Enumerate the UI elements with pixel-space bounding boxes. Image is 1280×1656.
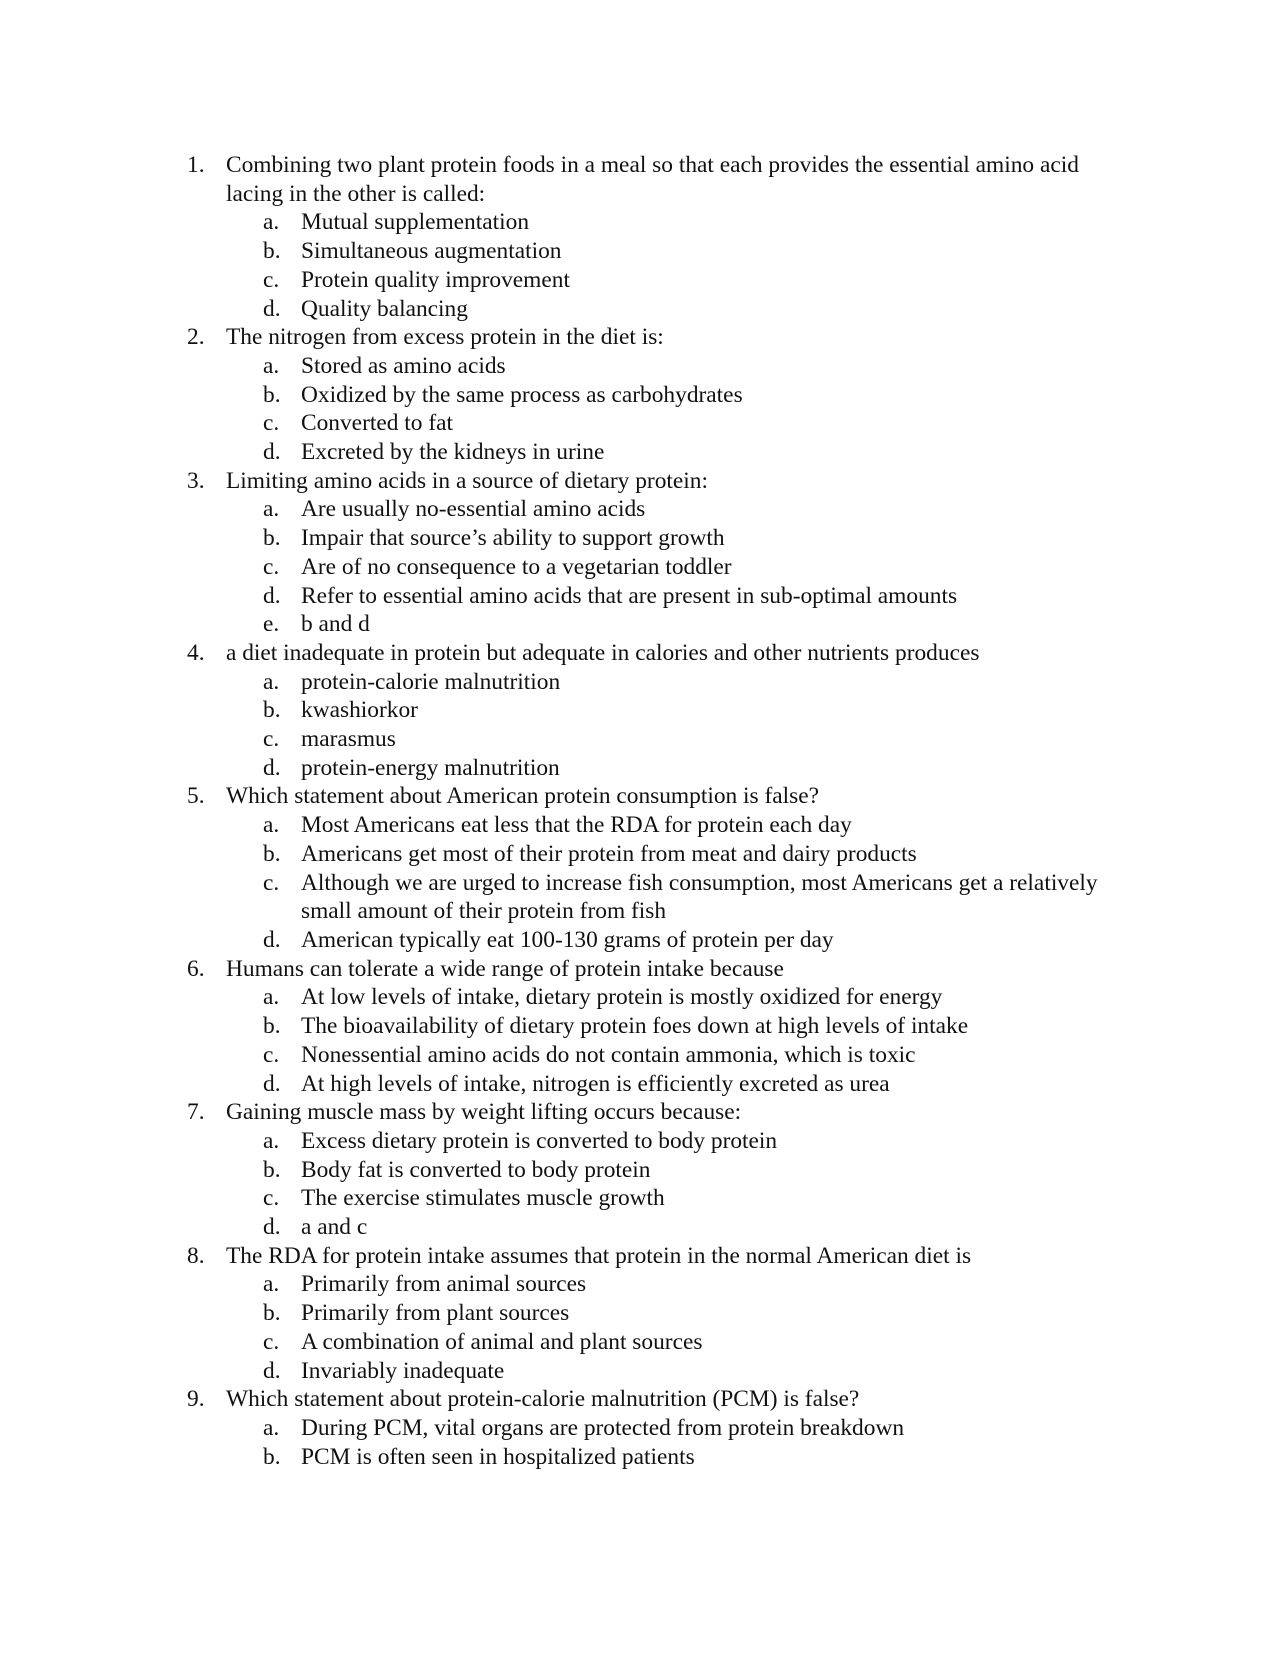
question-number: 4. — [187, 639, 205, 666]
option-letter: a. — [263, 1127, 280, 1154]
question-number: 2. — [187, 324, 205, 351]
option-letter: a. — [263, 352, 280, 379]
answer-option — [226, 553, 1100, 582]
option-letter: c. — [263, 1328, 280, 1355]
answer-option — [226, 1328, 1100, 1357]
option-letter: a. — [263, 984, 280, 1011]
answer-option — [226, 983, 1100, 1012]
answer-option — [226, 696, 1100, 725]
option-letter: b. — [263, 1443, 281, 1470]
question-8 — [0, 1242, 1280, 1386]
option-text: Oxidized by the same process as carbohydrates — [301, 381, 743, 408]
option-letter: c. — [263, 869, 280, 896]
answer-option — [226, 381, 1100, 410]
option-text: A combination of animal and plant sources — [301, 1328, 703, 1355]
option-text: American typically eat 100-130 grams of protein per day — [301, 926, 834, 953]
answer-option — [226, 811, 1100, 840]
answer-options — [226, 983, 1100, 1098]
answer-option — [226, 524, 1100, 553]
question-text: Gaining muscle mass by weight lifting occurs because: — [226, 1099, 742, 1126]
answer-option — [226, 352, 1100, 381]
question-number: 6. — [187, 955, 205, 982]
answer-option — [226, 1070, 1100, 1099]
option-letter: d. — [263, 754, 281, 781]
option-text: Excreted by the kidneys in urine — [301, 439, 605, 466]
question-text: Which statement about American protein consumption is false? — [226, 783, 820, 810]
option-text: marasmus — [301, 726, 396, 753]
option-text: Simultaneous augmentation — [301, 238, 562, 265]
option-text: protein-energy malnutrition — [301, 754, 560, 781]
answer-options — [226, 495, 1100, 639]
option-text: Invariably inadequate — [301, 1357, 505, 1384]
answer-option — [226, 840, 1100, 869]
question-5 — [0, 782, 1280, 954]
option-letter: a. — [263, 496, 280, 523]
option-text: Are usually no-essential amino acids — [301, 496, 646, 523]
question-number: 9. — [187, 1386, 205, 1413]
answer-option — [226, 1041, 1100, 1070]
question-list — [0, 151, 1280, 1471]
answer-option — [226, 668, 1100, 697]
option-text: During PCM, vital organs are protected from protein breakdown — [301, 1414, 905, 1441]
question-6 — [0, 955, 1280, 1099]
option-text: kwashiorkor — [301, 697, 418, 724]
question-1 — [0, 151, 1280, 323]
option-text: Quality balancing — [301, 295, 468, 322]
option-text: The exercise stimulates muscle growth — [301, 1185, 665, 1212]
question-text: The RDA for protein intake assumes that protein in the normal American diet is — [226, 1242, 972, 1269]
option-letter: b. — [263, 525, 281, 552]
answer-option — [226, 610, 1100, 639]
answer-option — [226, 1414, 1100, 1443]
option-letter: a. — [263, 1271, 280, 1298]
question-3 — [0, 467, 1280, 639]
option-text: Mutual supplementation — [301, 209, 530, 236]
answer-options — [226, 1414, 1100, 1471]
option-text: Impair that source’s ability to support growth — [301, 525, 725, 552]
option-letter: e. — [263, 611, 280, 638]
option-text: Nonessential amino acids do not contain ammonia, which is toxic — [301, 1041, 916, 1068]
option-letter: c. — [263, 266, 280, 293]
option-text: Body fat is converted to body protein — [301, 1156, 651, 1183]
question-number: 8. — [187, 1242, 205, 1269]
answer-option — [226, 1184, 1100, 1213]
option-letter: a. — [263, 1414, 280, 1441]
option-letter: c. — [263, 1185, 280, 1212]
answer-option — [226, 495, 1100, 524]
question-text: Combining two plant protein foods in a meal so that each provides the essential amino acid lacing in the other is called: — [226, 152, 1079, 207]
option-letter: b. — [263, 697, 281, 724]
option-letter: d. — [263, 582, 281, 609]
option-text: Stored as amino acids — [301, 352, 506, 379]
option-letter: a. — [263, 668, 280, 695]
answer-option — [226, 725, 1100, 754]
answer-option — [226, 208, 1100, 237]
option-letter: b. — [263, 381, 281, 408]
answer-option — [226, 1357, 1100, 1386]
answer-option — [226, 582, 1100, 611]
option-text: Primarily from plant sources — [301, 1300, 570, 1327]
option-text: Excess dietary protein is converted to body protein — [301, 1127, 778, 1154]
option-letter: b. — [263, 840, 281, 867]
question-text: Limiting amino acids in a source of dietary protein: — [226, 467, 708, 494]
question-9 — [0, 1385, 1280, 1471]
option-text: b and d — [301, 611, 370, 638]
option-letter: b. — [263, 1156, 281, 1183]
option-letter: b. — [263, 1300, 281, 1327]
answer-option — [226, 1299, 1100, 1328]
option-letter: b. — [263, 238, 281, 265]
option-text: Americans get most of their protein from meat and dairy products — [301, 840, 917, 867]
option-text: Most Americans eat less that the RDA for protein each day — [301, 812, 852, 839]
question-number: 5. — [187, 783, 205, 810]
option-text: At low levels of intake, dietary protein is mostly oxidized for energy — [301, 984, 943, 1011]
answer-option — [226, 295, 1100, 324]
answer-options — [226, 668, 1100, 783]
option-letter: c. — [263, 726, 280, 753]
answer-option — [226, 438, 1100, 467]
option-text: At high levels of intake, nitrogen is efficiently excreted as urea — [301, 1070, 890, 1097]
answer-option — [226, 409, 1100, 438]
answer-options — [226, 208, 1100, 323]
answer-option — [226, 237, 1100, 266]
question-4 — [0, 639, 1280, 783]
option-letter: a. — [263, 209, 280, 236]
option-text: protein-calorie malnutrition — [301, 668, 561, 695]
answer-option — [226, 266, 1100, 295]
option-letter: d. — [263, 295, 281, 322]
option-letter: d. — [263, 1357, 281, 1384]
answer-options — [226, 1270, 1100, 1385]
answer-option — [226, 754, 1100, 783]
answer-option — [226, 926, 1100, 955]
option-text: Refer to essential amino acids that are present in sub-optimal amounts — [301, 582, 958, 609]
option-letter: a. — [263, 812, 280, 839]
question-text: a diet inadequate in protein but adequate in calories and other nutrients produces — [226, 639, 980, 666]
question-number: 3. — [187, 467, 205, 494]
question-text: The nitrogen from excess protein in the diet is: — [226, 324, 664, 351]
option-letter: d. — [263, 1214, 281, 1241]
answer-option — [226, 869, 1100, 926]
question-number: 7. — [187, 1099, 205, 1126]
option-text: a and c — [301, 1214, 368, 1241]
option-text: Are of no consequence to a vegetarian toddler — [301, 553, 732, 580]
question-number: 1. — [187, 152, 205, 178]
question-text: Humans can tolerate a wide range of protein intake because — [226, 955, 784, 982]
option-letter: d. — [263, 926, 281, 953]
answer-options — [226, 352, 1100, 467]
answer-options — [226, 1127, 1100, 1242]
question-text: Which statement about protein-calorie malnutrition (PCM) is false? — [226, 1386, 860, 1413]
option-text: The bioavailability of dietary protein foes down at high levels of intake — [301, 1013, 969, 1040]
option-text: PCM is often seen in hospitalized patients — [301, 1443, 695, 1470]
option-letter: c. — [263, 410, 280, 437]
option-text: Primarily from animal sources — [301, 1271, 587, 1298]
question-7 — [0, 1098, 1280, 1242]
answer-option — [226, 1012, 1100, 1041]
option-text: Protein quality improvement — [301, 266, 570, 293]
option-text: Converted to fat — [301, 410, 453, 437]
question-2 — [0, 323, 1280, 467]
answer-option — [226, 1443, 1100, 1472]
option-letter: c. — [263, 553, 280, 580]
option-text: Although we are urged to increase fish consumption, most Americans get a relatively small amount of their protein from fish — [301, 869, 1098, 925]
answer-option — [226, 1213, 1100, 1242]
option-letter: d. — [263, 439, 281, 466]
option-letter: d. — [263, 1070, 281, 1097]
answer-option — [226, 1270, 1100, 1299]
answer-option — [226, 1156, 1100, 1185]
option-letter: c. — [263, 1041, 280, 1068]
answer-option — [226, 1127, 1100, 1156]
answer-options — [226, 811, 1100, 955]
option-letter: b. — [263, 1013, 281, 1040]
